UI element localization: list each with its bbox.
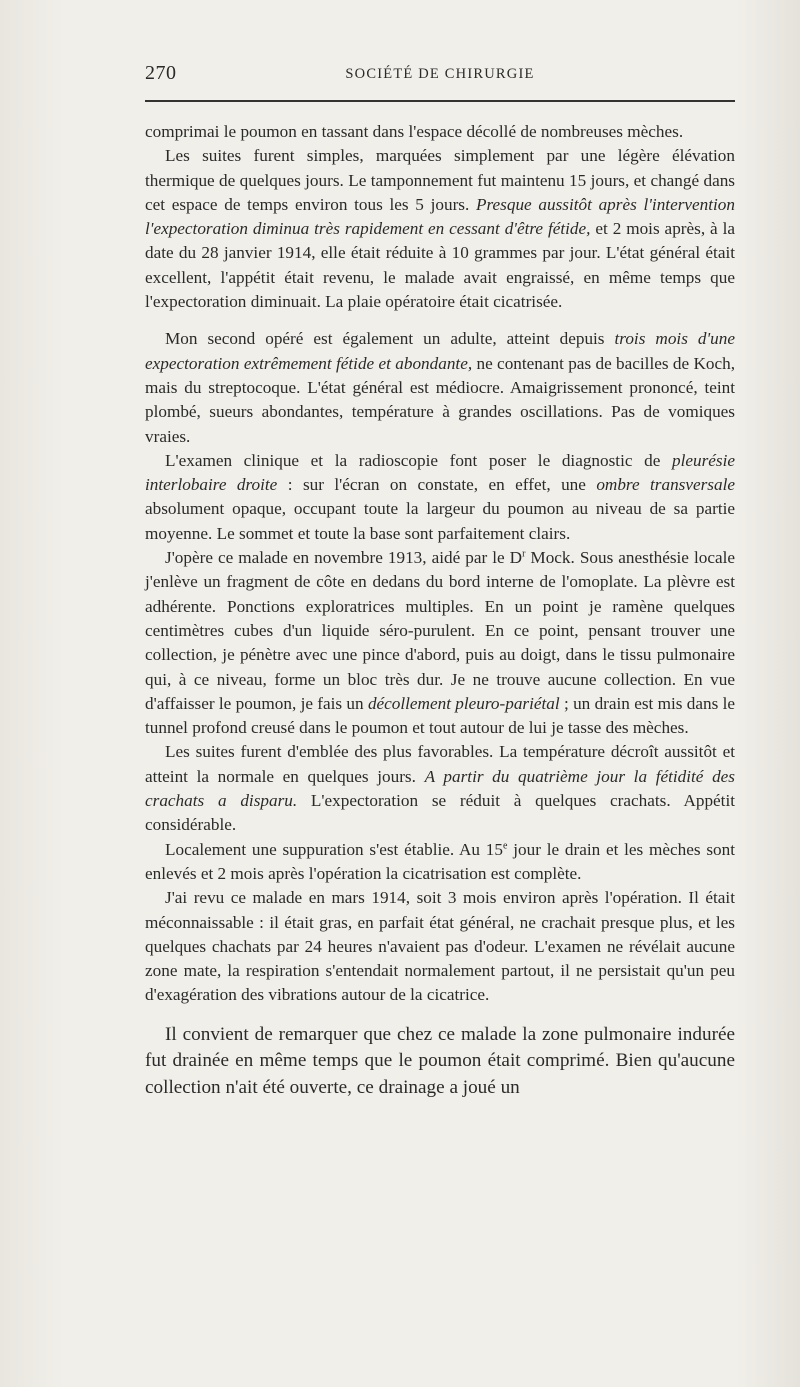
text-run: et 2 mois après, à la date du 28 janvier 1914, elle était réduite à 10 grammes par jour. L'état général était excellent, l'appétit était revenu, le malade avait engraissé, en même temps que l'expectoration diminuait. La plaie opératoire était cicatrisée. xyxy=(145,219,735,312)
text-run: Localement une suppuration s'est établie. Au 15 xyxy=(165,839,503,859)
paragraph-suites-favorables xyxy=(145,740,735,837)
text-run: J'ai revu ce malade en mars 1914, soit 3 mois environ après l'opération. Il était méconnaissable : il était gras, en parfait état général, ne crachait presque plus, et les quelques chachats par 24 heures n'avaient pas d'odeur. L'examen ne révélait aucune zone mate, la respiration s'entendait normalement partout, il ne persistait qu'un peu d'exagération des vibrations autour de la cicatrice. xyxy=(145,888,735,1005)
text-run: L'examen clinique et la radioscopie font poser le diagnostic de xyxy=(165,450,672,470)
superscript: r xyxy=(522,548,526,560)
text-run: jour le drain et les mèches sont enlevés et 2 mois après l'opération la cicatrisation est complète. xyxy=(145,839,735,883)
paragraph-operation xyxy=(145,546,735,740)
text-body xyxy=(145,120,735,1102)
text-run: L'expectoration se réduit à quelques crachats. Appétit considérable. xyxy=(145,791,735,835)
paragraph-second-patient xyxy=(145,327,735,448)
text-run: Mon second opéré est également un adulte, atteint depuis xyxy=(165,329,615,349)
header-rule xyxy=(145,100,735,102)
italic-run: trois mois d'une expectoration extrêmement fétide et abondante, xyxy=(145,329,735,373)
text-run: : sur l'écran on constate, en effet, une xyxy=(277,475,597,495)
page-header xyxy=(145,60,735,90)
paragraph-localement xyxy=(145,838,735,887)
italic-run: ombre transversale xyxy=(596,475,735,495)
text-run: J'opère ce malade en novembre 1913, aidé par le D xyxy=(165,548,523,568)
paragraph-examen xyxy=(145,449,735,546)
running-title: SOCIÉTÉ DE CHIRURGIE xyxy=(345,66,535,82)
paragraph-conclusion xyxy=(145,1022,735,1102)
text-run: Il convient de remarquer que chez ce malade la zone pulmonaire indurée fut drainée en même temps que le poumon était comprimé. Bien qu'aucune collection n'ait été ouverte, ce drainage a joué un xyxy=(145,1023,735,1099)
paragraph-suites xyxy=(145,144,735,314)
italic-run: pleurésie interlobaire droite xyxy=(145,450,735,495)
text-run: ne contenant pas de bacilles de Koch, mais du streptocoque. L'état général est médiocre. Amaigrissement prononcé, teint plombé, sueurs abondantes, température à grandes oscillations. Pas de vomiques vraies. xyxy=(145,353,735,446)
italic-run: Presque aussitôt après l'intervention l'expectoration diminua très rapidement en cessant d'être fétide, xyxy=(145,194,735,239)
text-run: Les suites furent d'emblée des plus favorables. La température décroît aussitôt et atteint la normale en quelques jours. xyxy=(145,742,735,786)
text-run: ; un drain est mis dans le tunnel profond creusé dans le poumon et tout autour de lui je tasse des mèches. xyxy=(145,693,735,738)
paragraph-continuation xyxy=(145,120,735,144)
text-run: comprimai le poumon en tassant dans l'espace décollé de nombreuses mèches. xyxy=(145,122,684,141)
text-run: Les suites furent simples, marquées simplement par une légère élévation thermique de quelques jours. Le tamponnement fut maintenu 15 jours, et changé dans cet espace de temps environ tous les 5 jours. xyxy=(145,146,735,214)
text-run: absolument opaque, occupant toute la largeur du poumon au niveau de sa partie moyenne. Le sommet et toute la base sont parfaitement clairs. xyxy=(145,499,735,543)
page-number: 270 xyxy=(145,62,177,84)
italic-run: A partir du quatrième jour la fétidité des crachats a disparu. xyxy=(145,766,735,811)
text-run: Mock. Sous anesthésie locale j'enlève un fragment de côte en dedans du bord interne de l'omoplate. La plèvre est adhérente. Ponctions exploratrices multiples. En un point je ramène quelques centimètres cubes d'un liquide séro-purulent. En ce point, pensant trouver une collection, je pénètre avec une pince d'abord, puis au doigt, dans le tissu pulmonaire qui, à ce niveau, forme un bloc très dur. Je ne trouve aucune collection. En vue d'affaisser le poumon, je fais un xyxy=(145,548,735,713)
superscript: e xyxy=(503,839,508,851)
italic-run: décollement pleuro-pariétal xyxy=(367,693,560,713)
paragraph-revu xyxy=(145,886,735,1007)
